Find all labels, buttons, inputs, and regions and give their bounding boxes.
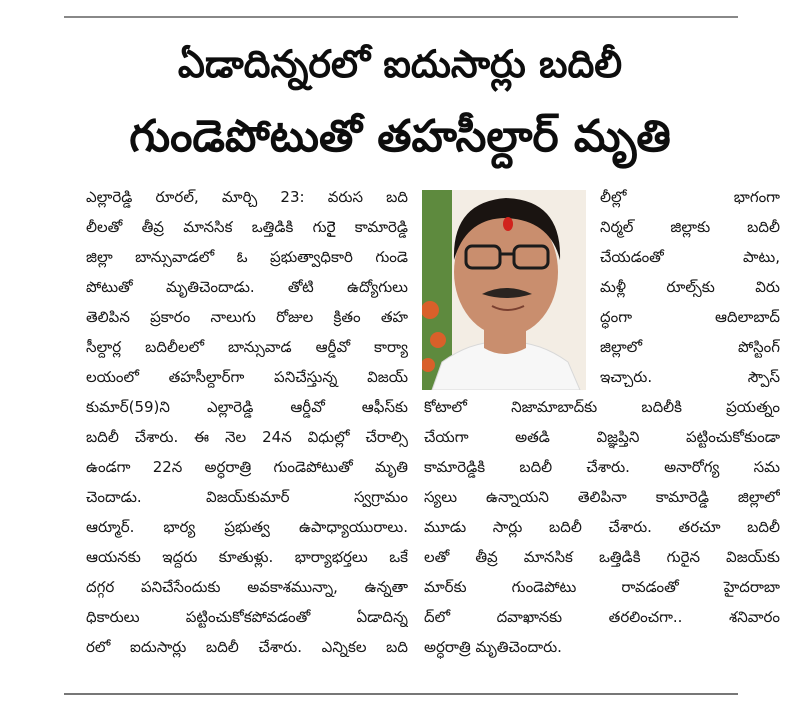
article-line: అర్ధరాత్రి మృతిచెందారు. (424, 638, 562, 656)
article-line: జిల్లా బాన్సువాడలో ఓ ప్రభుత్వాధికారి గుండె (86, 248, 408, 266)
article-line: నిర్మల్ జిల్లాకు బదిలీ (600, 218, 780, 236)
article-line: కోటాలో నిజామాబాద్‌కు బదిలీకి ప్రయత్నం (424, 398, 780, 416)
article-line: చెందాడు. విజయ్‌కుమార్ స్వగ్రామం (86, 488, 408, 506)
headline-line-1: ఏడాదిన్నరలో ఐదుసార్లు బదిలీ (177, 42, 623, 86)
article-line: లతో తీవ్ర మానసిక ఒత్తిడికి గురైన విజయ్‌కు (424, 548, 780, 566)
article-line: స్యలు ఉన్నాయని తెలిపినా కామారెడ్డి జిల్లాలో (424, 488, 780, 506)
article-line: ఉండగా 22న అర్ధరాత్రి గుండెపోటుతో మృతి (86, 458, 408, 476)
article-line: ద్‌లో దవాఖానకు తరలించగా.. శనివారం (424, 608, 780, 626)
article-line: లయంలో తహసీల్దార్‌గా పనిచేస్తున్న విజయ్ (86, 368, 408, 386)
article-line: దగ్గర పనిచేసేందుకు అవకాశమున్నా, ఉన్నతా (86, 578, 408, 596)
article-line: చేయడంతో పాటు, (600, 248, 780, 266)
article-line: లీల్లో భాగంగా (600, 188, 780, 206)
article-line: ఆర్మూర్. భార్య ప్రభుత్వ ఉపాధ్యాయురాలు. (86, 518, 408, 536)
article-left-column (86, 182, 408, 662)
top-divider (64, 16, 738, 18)
portrait-of-man-icon (422, 190, 586, 390)
article-line: బదిలీ చేశారు. ఈ నెల 24న విధుల్లో చేరాల్సి (86, 428, 408, 446)
article-line: చేయగా అతడి విజ్ఞప్తిని పట్టించుకోకుండా (424, 428, 780, 446)
article-right-column-bottom (424, 392, 780, 662)
article-line: సీల్దార్ల బదిలీలలో బాన్సువాడ ఆర్డీవో కార్యా (86, 338, 408, 356)
article-line: ద్ధంగా ఆదిలాబాద్ (600, 308, 780, 326)
article-line: జిల్లాలో పోస్టింగ్ (600, 338, 780, 356)
article-line: ఆయనకు ఇద్దరు కూతుళ్లు. భార్యాభర్తలు ఒకే (86, 548, 408, 566)
portrait-photo (422, 190, 586, 390)
article-line: రలో ఐదుసార్లు బదిలీ చేశారు. ఎన్నికల బది (86, 638, 408, 656)
bottom-divider (64, 693, 738, 695)
article-right-column-top (600, 182, 780, 392)
article-line: కామారెడ్డికి బదిలీ చేశారు. అనారోగ్య సమ (424, 458, 780, 476)
article-line: పోటుతో మృతిచెందాడు. తోటి ఉద్యోగులు (86, 278, 408, 296)
article-line: మూడు సార్లు బదిలీ చేశారు. తరచూ బదిలీ (424, 518, 780, 536)
article-line: ధికారులు పట్టించుకోకపోవడంతో ఏడాదిన్న (86, 608, 408, 626)
article-line: లీలతో తీవ్ర మానసిక ఒత్తిడికి గురైై కామారెడ్డి (86, 218, 408, 236)
article-line: ఇచ్చారు. స్పౌస్ (600, 368, 780, 386)
article-line: కుమార్(59)ని ఎల్లారెడ్డి ఆర్డీవో ఆఫీస్‌కు (86, 398, 408, 416)
article-line: తెలిపిన ప్రకారం నాలుగు రోజుల క్రితం తహ (86, 308, 408, 326)
article-line: మార్‌కు గుండెపోటు రావడంతో హైదరాబా (424, 578, 780, 596)
article-line: ఎల్లారెడ్డి రూరల్, మార్చి 23: వరుస బది (86, 188, 408, 206)
article-line: మళ్లీ రూల్స్‌కు విరు (600, 278, 780, 296)
headline-line-2: గుండెపోటుతో తహసీల్దార్ మృతి (129, 111, 671, 162)
